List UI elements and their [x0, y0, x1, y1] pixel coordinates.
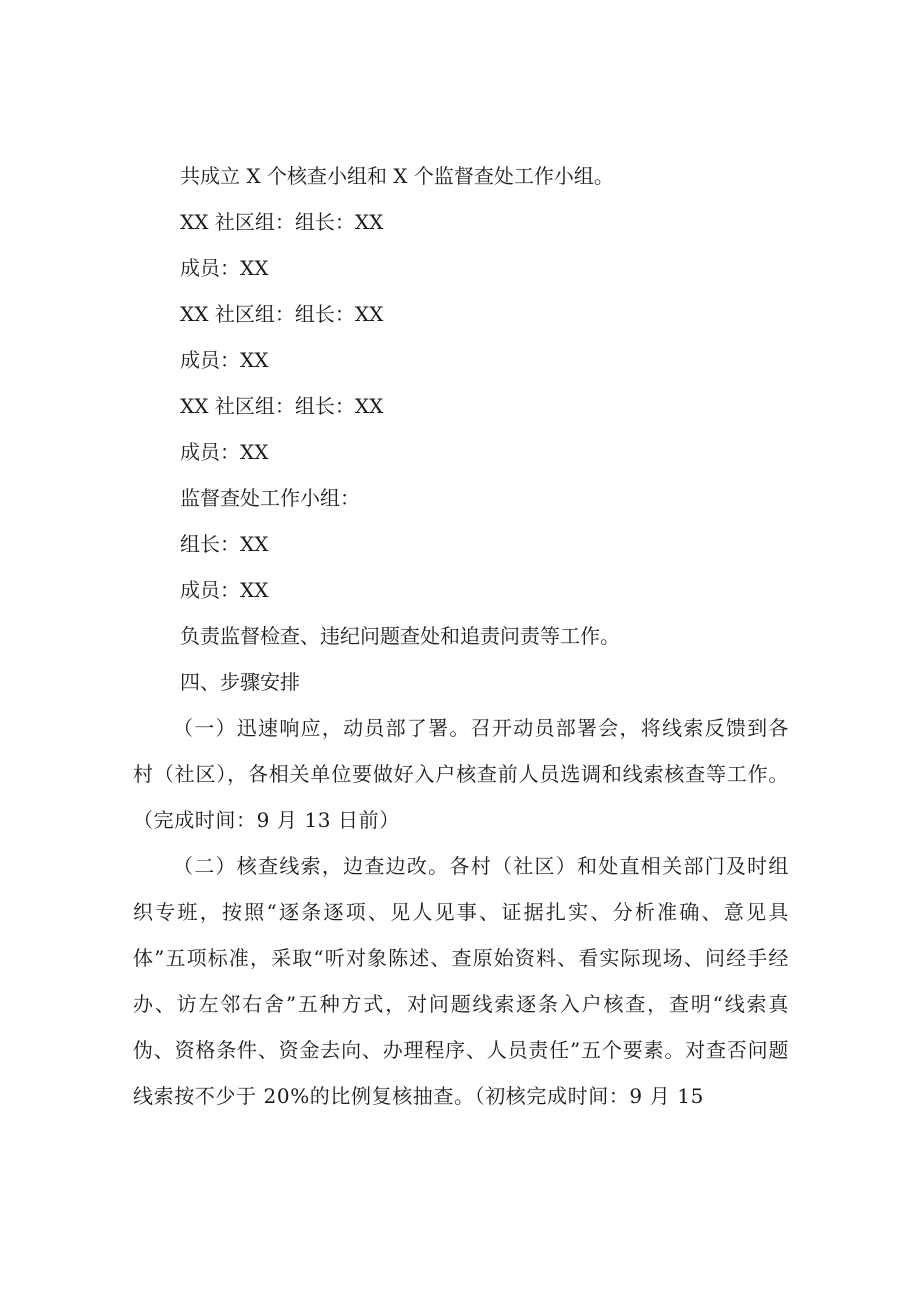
paragraph-step-2-text: （二）核查线索，边查边改。各村（社区）和处直相关部门及时组织专班，按照“逐条逐项、见人见事、证据扎实、分析准确、意见具体”五项标准，采取“听对象陈述、查原始资料、看实际现场、问经手经办、访左邻右舍”五种方式，对问题线索逐条入户核查，查明“线索真伪、资格条件、资金去向、办理程序、人员责任”五个要素。对查否问题线索按不少于 20%的比例复核抽查。（初核完成时间：9 月 15: [133, 854, 789, 1108]
text-line-community-group-1-leader: XX 社区组：组长：XX: [180, 210, 384, 234]
paragraph-step-2: [133, 843, 789, 1119]
text-line-community-group-3-leader: XX 社区组：组长：XX: [180, 394, 384, 418]
text-line-community-group-3-members: 成员：XX: [180, 440, 269, 464]
paragraph-step-1: [133, 705, 789, 843]
text-line-community-group-1-members: 成员：XX: [180, 256, 269, 280]
text-line-supervision-group-leader: 组长：XX: [180, 532, 269, 556]
paragraph-step-1-text: （一）迅速响应，动员部了署。召开动员部署会，将线索反馈到各村（社区），各相关单位要做好入户核查前人员选调和线索核查等工作。（完成时间：9 月 13 日前）: [133, 716, 789, 832]
text-line-groups-summary: 共成立 X 个核查小组和 X 个监督查处工作小组。: [180, 164, 614, 188]
text-line-supervision-responsibility: 负责监督检查、违纪问题查处和追责问责等工作。: [180, 624, 620, 648]
section-heading-steps: 四、步骤安排: [180, 670, 300, 694]
text-line-supervision-group-heading: 监督查处工作小组：: [180, 486, 360, 510]
text-line-supervision-group-members: 成员：XX: [180, 578, 269, 602]
text-line-community-group-2-leader: XX 社区组：组长：XX: [180, 302, 384, 326]
text-line-community-group-2-members: 成员：XX: [180, 348, 269, 372]
